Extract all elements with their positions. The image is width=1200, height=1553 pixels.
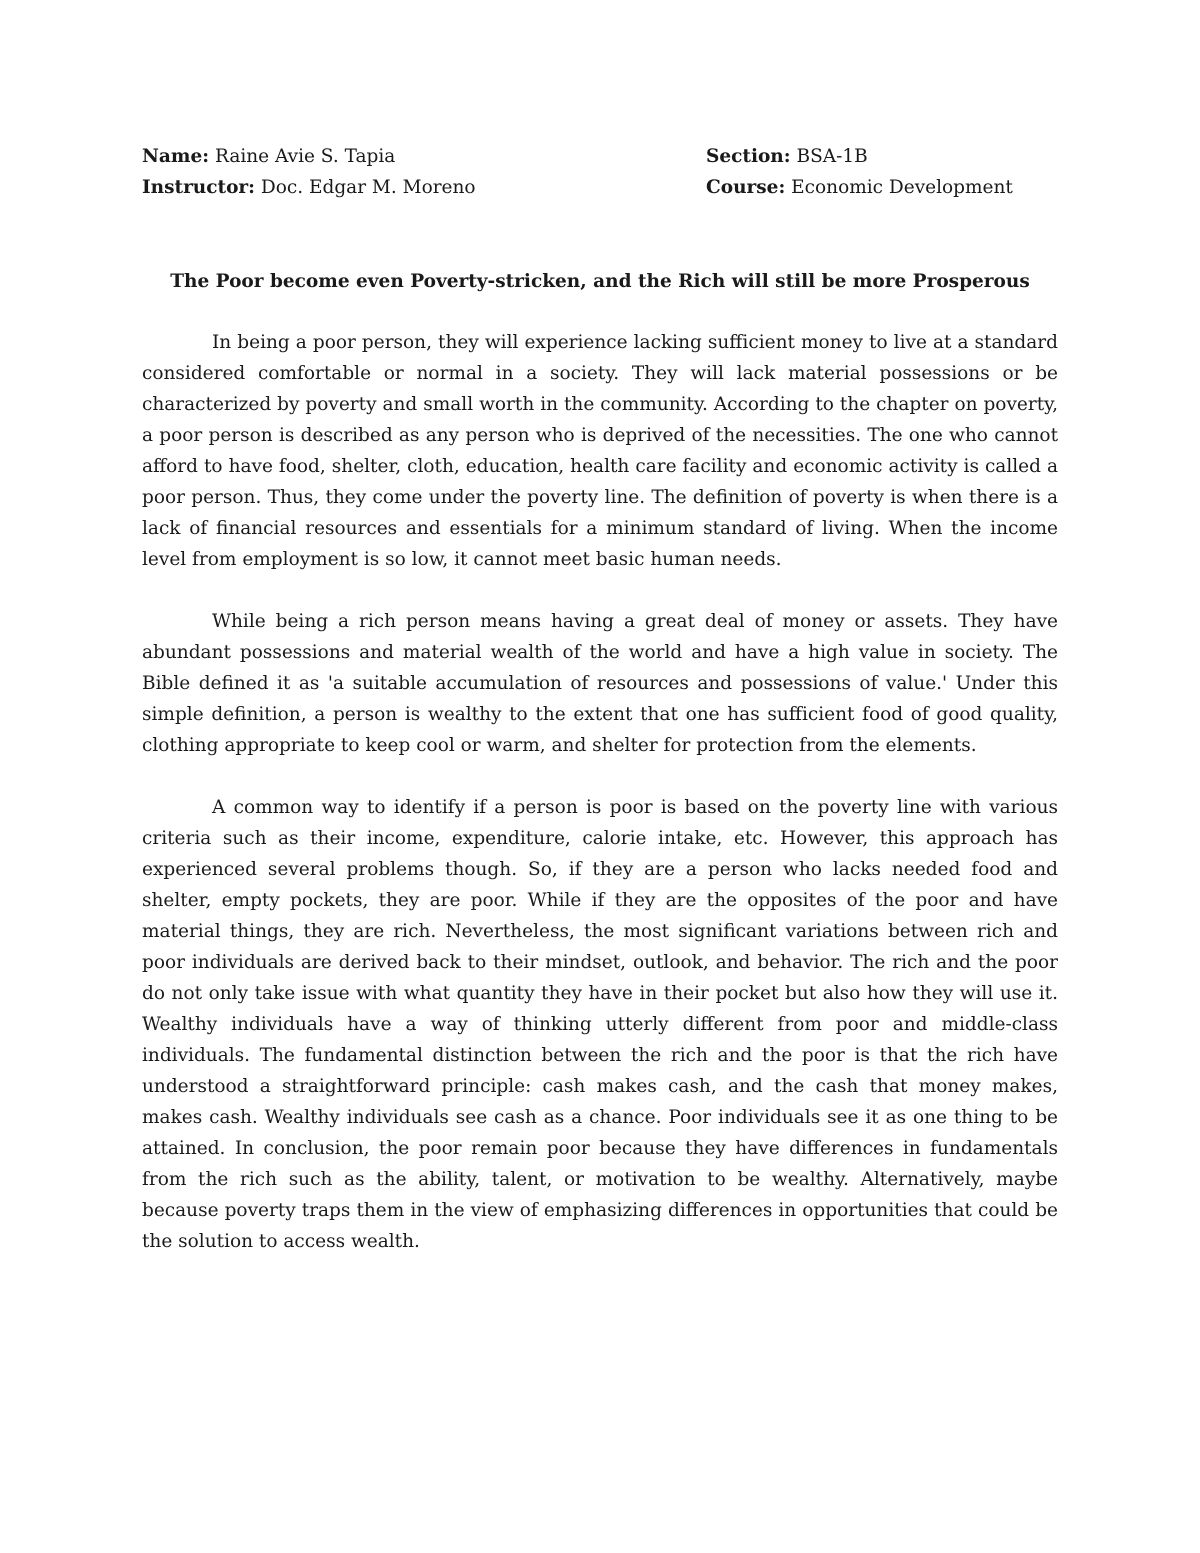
header-row-1 [142,141,1058,172]
instructor-field [142,172,476,203]
instructor-label: Instructor: [142,177,255,198]
paragraph-conclusion: A common way to identify if a person is poor is based on the poverty line with various criteria such as their income, expenditure, calorie intake, etc. However, this approach has experienced several problems though. So, if they are a person who lacks needed food and shelter, empty pockets, they are poor. While if they are the opposites of the poor and have material things, they are rich. Nevertheless, the most significant variations between rich and poor individuals are derived back to their mindset, outlook, and behavior. The rich and the poor do not only take issue with what quantity they have in their pocket but also how they will use it. Wealthy individuals have a way of thinking utterly different from poor and middle-class individuals. The fundamental distinction between the rich and the poor is that the rich have understood a straightforward principle: cash makes cash, and the cash that money makes, makes cash. Wealthy individuals see cash as a chance. Poor individuals see it as one thing to be attained. In conclusion, the poor remain poor because they have differences in fundamentals from the rich such as the ability, talent, or motivation to be wealthy. Alternatively, maybe because poverty traps them in the view of emphasizing differences in opportunities that could be the solution to access wealth. [142,797,1058,1252]
section-field [706,141,868,172]
document-title: The Poor become even Poverty-stricken, and the Rich will still be more Prosperous [170,271,1030,292]
course-field [706,172,1013,203]
name-field [142,141,395,172]
section-value: BSA-1B [790,146,868,167]
header-row-2 [142,172,1058,203]
name-label: Name: [142,146,210,167]
course-label: Course: [706,177,786,198]
paragraph-poor-person: In being a poor person, they will experience lacking sufficient money to live at a standard considered comfortable or normal in a society. They will lack material possessions or be characterized by poverty and small worth in the community. According to the chapter on poverty, a poor person is described as any person who is deprived of the necessities. The one who cannot afford to have food, shelter, cloth, education, health care facility and economic activity is called a poor person. Thus, they come under the poverty line. The definition of poverty is when there is a lack of financial resources and essentials for a minimum standard of living. When the income level from employment is so low, it cannot meet basic human needs. [142,332,1058,570]
paragraph-rich-person: While being a rich person means having a great deal of money or assets. They have abundant possessions and material wealth of the world and have a high value in society. The Bible defined it as 'a suitable accumulation of resources and possessions of value.' Under this simple definition, a person is wealthy to the extent that one has sufficient food of good quality, clothing appropriate to keep cool or warm, and shelter for protection from the elements. [142,611,1058,756]
course-value: Economic Development [785,177,1013,198]
instructor-value: Doc. Edgar M. Moreno [255,177,476,198]
document-header [142,141,1058,203]
name-value: Raine Avie S. Tapia [209,146,396,167]
section-label: Section: [706,146,791,167]
document-body [142,327,1058,1288]
